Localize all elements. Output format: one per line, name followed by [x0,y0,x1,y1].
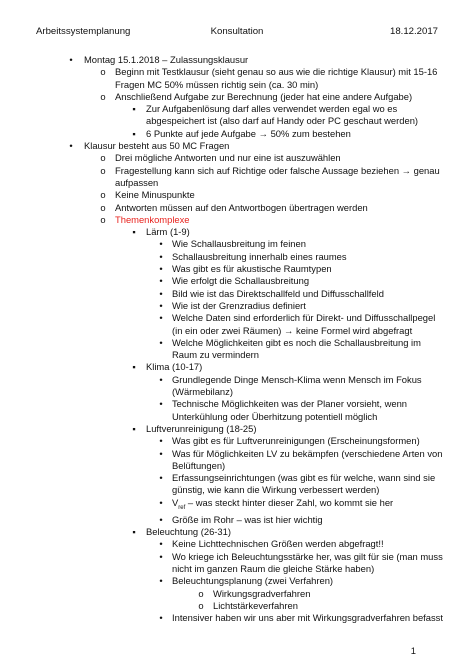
bullet-square-icon: ▪ [132,526,136,538]
list-item: • Wo kriege ich Beleuchtungsstärke her, was gilt für sie (man muss nicht im ganzen Raum die gleiche Stärke haben) [0,551,446,576]
bullet-square-icon: ▪ [132,422,136,434]
list-item: ▪ Beleuchtung (26-31) [0,526,446,538]
bullet-circle-icon: o [100,152,106,164]
bullet-disc-icon: • [69,54,73,65]
list-item: o Fragestellung kann sich auf Richtige oder falsche Aussage beziehen → genau aufpassen [0,165,445,190]
bullet-disc-icon: • [159,513,163,525]
bullet-disc-icon: • [159,275,163,287]
header-course-title: Arbeitssystemplanung [36,26,131,37]
list-item: • Welche Daten sind erforderlich für Direkt- und Diffusschallpegel (in ein oder zwei Räumen) → keine Formel wird abgefragt [0,312,446,337]
bullet-disc-icon: • [159,312,163,324]
bullet-square-icon: ▪ [132,226,136,238]
list-item: o Anschließend Aufgabe zur Berechnung (jeder hat eine andere Aufgabe) [0,91,445,103]
bullet-disc-icon: • [159,250,163,262]
list-item: • Wie Schallausbreitung im feinen [0,238,446,250]
list-item: o Drei mögliche Antworten und nur eine ist auszuwählen [0,152,445,164]
bullet-disc-icon: • [159,373,163,385]
list-item: • Bild wie ist das Direktschallfeld und Diffusschallfeld [0,288,446,300]
bullet-square-icon: ▪ [132,127,136,139]
list-item: • Wie erfolgt die Schallausbreitung [0,275,446,287]
list-item: ▪ Zur Aufgabenlösung darf alles verwendet werden egal wo es abgespeichert ist (also darf auf Handy oder PC geschaut werden) [0,103,446,128]
list-item: • Was für Möglichkeiten LV zu bekämpfen (verschiedene Arten von Belüftungen) [0,448,446,473]
list-item: • Montag 15.1.2018 – Zulassungsklausur [0,54,456,66]
list-item: • Schallausbreitung innerhalb eines raumes [0,251,446,263]
list-item: • Intensiver haben wir uns aber mit Wirkungsgradverfahren befasst [0,612,446,624]
bullet-disc-icon: • [69,140,73,152]
list-item: o Antworten müssen auf den Antwortbogen übertragen werden [0,202,445,214]
list-item: ▪ 6 Punkte auf jede Aufgabe → 50% zum bestehen [0,128,446,140]
bullet-disc-icon: • [159,263,163,275]
list-item: ▪ Luftverunreinigung (18-25) [0,423,446,435]
list-item: • $V_{ref}$ – was steckt hinter dieser Zahl, wo kommt sie her [0,497,446,514]
list-item: • Beleuchtungsplanung (zwei Verfahren) [0,575,446,587]
section-heading-themenkomplexe: Themenkomplexe [115,213,190,225]
header-date: 18.12.2017 [389,26,438,37]
bullet-circle-icon: o [198,599,204,611]
bullet-disc-icon: • [159,336,163,348]
list-item: o Wirkungsgradverfahren [0,588,453,600]
page-header [36,26,438,40]
document-body [0,54,474,625]
list-item: ▪ Lärm (1-9) [0,226,446,238]
list-item: • Technische Möglichkeiten was der Planer vorsieht, wenn Unterkühlung oder Überhitzung potentiell möglich [0,398,446,423]
list-item: • Welche Möglichkeiten gibt es noch die Schallausbreitung im Raum zu vermindern [0,337,446,362]
bullet-disc-icon: • [159,612,163,624]
bullet-disc-icon: • [159,287,163,299]
bullet-square-icon: ▪ [132,361,136,373]
list-item: • Klausur besteht aus 50 MC Fragen [0,140,456,152]
bullet-disc-icon: • [159,496,163,508]
bullet-disc-icon: • [159,447,163,459]
bullet-square-icon: ▪ [132,103,136,115]
bullet-circle-icon: o [100,213,106,225]
list-item: • Erfassungseinrichtungen (was gibt es für welche, wann sind sie günstig, wie kann die Wirkung verbessert werden) [0,472,446,497]
list-item: o Keine Minuspunkte [0,189,445,201]
bullet-disc-icon: • [159,238,163,250]
header-document-title: Konsultation [210,26,264,37]
list-item: • Was gibt es für akustische Raumtypen [0,263,446,275]
bullet-circle-icon: o [100,66,106,78]
list-item: o Lichtstärkeverfahren [0,600,453,612]
list-item: • Größe im Rohr – was ist hier wichtig [0,514,446,526]
bullet-disc-icon: • [159,575,163,587]
bullet-disc-icon: • [159,398,163,410]
bullet-circle-icon: o [100,164,106,176]
list-item: o Beginn mit Testklausur (sieht genau so aus wie die richtige Klausur) mit 15-16 Fragen MC 50% müssen richtig sein (ca. 30 min) [0,66,445,91]
list-item: ▪ Klima (10-17) [0,361,446,373]
page-number: 1 [410,645,416,656]
list-item: • Wie ist der Grenzradius definiert [0,300,446,312]
bullet-disc-icon: • [159,550,163,562]
bullet-circle-icon: o [100,201,106,213]
bullet-disc-icon: • [159,299,163,311]
list-item [0,214,445,226]
bullet-circle-icon: o [100,90,106,102]
bullet-disc-icon: • [159,435,163,447]
bullet-disc-icon: • [159,472,163,484]
list-item: • Was gibt es für Luftverunreinigungen (Erscheinungsformen) [0,435,446,447]
bullet-circle-icon: o [100,189,106,201]
bullet-disc-icon: • [159,538,163,550]
bullet-circle-icon: o [198,587,204,599]
list-item: • Grundlegende Dinge Mensch-Klima wenn Mensch im Fokus (Wärmebilanz) [0,374,446,399]
list-item: • Keine Lichttechnischen Größen werden abgefragt!! [0,538,446,550]
